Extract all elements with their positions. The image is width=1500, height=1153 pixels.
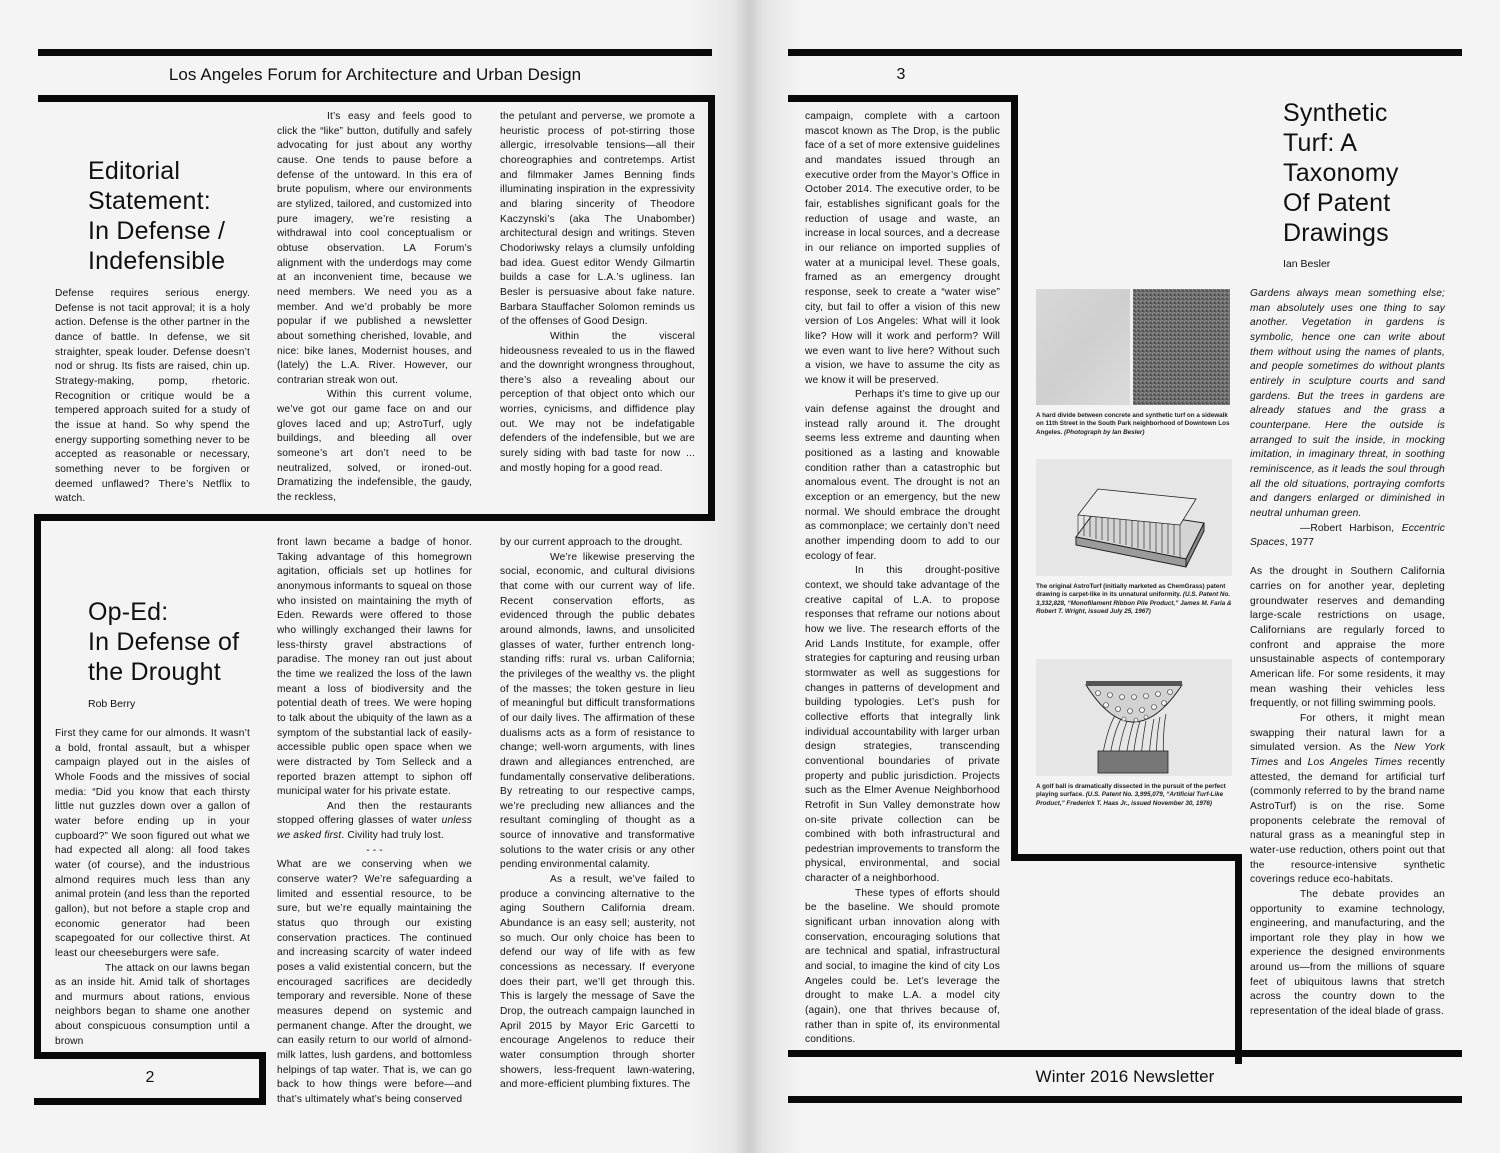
top-rule-right <box>788 49 1462 56</box>
oped-continued-column: campaign, complete with a cartoon mascot known as The Drop, is the public face of a set of more extensive guidelines and mandates issued through an executive order from the Mayor’s Office in October 2014. The executive order, to be fair, establishes significant goals for the reduction of usage and waste, an increase in local sources, and a decrease in our reliance on imported supplies of water at a municipal level. These goals, framed as an emergency drought response, seek to create a “water wise” city, but fail to offer a vision of this new version of Los Angeles: What will it look like? How will it work and perform? Will we even want to live here? Without such a vision, we have to assume the city as we know it will be preserved. Perhaps it’s time to give up our vain defense against the drought and instead rally around it. The drought seems less extreme and daunting when positioned as a lasting and knowable condition rather than a catastrophic but anomalous event. The drought is not an exception or an emergency, but the new normal. We should embrace the drought as commonplace; we certainly don’t need another impending doom to add to our ecology of fear. In this drought-positive context, we should take advantage of the creative capital of L.A. to propose responses that reframe our notions about how we live. The research efforts of the Arid Lands Institute, for example, offer strategies for capturing and reusing urban stormwater as well as suggestions for changes in patterns of development and building typologies. Let’s push for collective efforts that integrally link individual accountability with larger urban design strategies, transcending conventional boundaries of private property and public jurisdiction. Projects such as the Elmer Avenue Neighborhood Retrofit in Sun Valley demonstrate how on-site private collection can be combined with both infrastructural and pedestrian improvements to transform the physical, environmental, and social character of a neighborhood. These types of efforts should be the baseline. We should promote significant urban innovation along with conservation, encouraging solutions that are technical and spatial, infrastructural and social, to imagine the kind of city Los Angeles could be. Let’s leverage the drought to make L.A. a model city (again), one that thrives because of, rather than in spite of, its environmental conditions. <box>805 111 1000 1046</box>
epigraph-attribution: —Robert Harbison, Eccentric Spaces, 1977 <box>1250 522 1445 549</box>
editorial-box-right <box>708 95 715 521</box>
astroturf-patent-icon <box>1036 459 1232 576</box>
oped-column-3: by our current approach to the drought. We’re likewise preserving the social, economic, and cultural divisions that come with our current way of life. Recent conservation efforts, as evidenced through the public debates around almonds, lawns, and unsolicited glasses of water, further entrench long-standing riffs: rural vs. urban California; the privileges of the wealthy vs. the plight of the masses; the token gesture in lieu of meaningful but difficult transformations of our daily lives. The affirmation of these dualisms acts as a form of resistance to change; well-worn arguments, with lines drawn and allegiances entrenched, are fundamentally conservative deliberations. By retreating to our respective camps, we’re precluding new alliances and the resultant comingling of thought as a source of innovative and transformative solutions to the water crisis or any other pending environmental calamity. As a result, we’ve failed to produce a convincing alternative to the aging Southern California dream. Abundance is an easy sell; austerity, not so much. Our only choice has been to defend our way of life with as few concessions as necessary. If everyone does their part, we’ll get through this. This is largely the message of Save the Drop, the outreach campaign launched in April 2015 by Mayor Eric Garcetti to encourage Angelenos to reduce their water consumption through shorter showers, less-frequent lawn-watering, and more-efficient plumbing fixtures. The <box>500 537 695 1091</box>
top-rule <box>38 49 712 56</box>
page-number-right: 3 <box>896 66 906 83</box>
left-page <box>0 0 748 1153</box>
astroturf-patent-drawing <box>1036 459 1232 576</box>
oped-box-left <box>34 514 41 1059</box>
figure-3-caption: A golf ball is dramatically dissected in the pursuit of the perfect playing surface. (U.S. Patent No. 3,995,079, “Artificial Turf-Like Product,” Frederick T. Haas Jr., issued November 30, 1976) <box>1036 783 1226 807</box>
oped-title: Op-Ed: In Defense of the Drought <box>88 598 240 686</box>
section-separator: - - - <box>366 844 383 856</box>
running-head: Los Angeles Forum for Architecture and Urban Design <box>168 65 582 84</box>
concrete-turf-photo <box>1036 289 1230 405</box>
turf-article-author: Ian Besler <box>1283 258 1331 270</box>
right-page <box>748 0 1500 1153</box>
editorial-column-2: It’s easy and feels good to click the “like” button, dutifully and safely advocating for just about any worthy cause. One tends to pause before a defense of the untoward. In this era of brute populism, where our environments are stylized, tailored, and customized into pure imagery, we’re resisting a withdrawal into cool conceptualism or obtuse observation. LA Forum’s alignment with the underdogs may come at an inconvenient time, because we need members. We need you as a member. And we’d probably be more popular if we published a newsletter about something cherished, lovable, and nice: bike lanes, Modernist houses, and (lately) the L.A. River. However, our contrarian streak won out. Within this current volume, we’ve got our game face on and our gloves laced and up; AstroTurf, ugly buildings, and bleeding all over someone’s art don’t need to be neutralized, solved, or ironed-out. Dramatizing the indefensible, the gaudy, the reckless, <box>277 111 472 504</box>
editorial-column-3: the petulant and perverse, we promote a heuristic process of pot-stirring those allergic, irresolvable tensions—all their choreographies and contretemps. Artist and filmmaker James Benning finds illuminating inspiration in the expressivity and blaring sincerity of Theodore Kaczynski’s (aka The Unabomber) architectural design and writings. Steven Chodoriwsky relays a clumsily unfolding bad idea. Guest editor Wendy Gilmartin builds a case for L.A.’s ugliness. Ian Besler is persuasive about fake nature. Barbara Stauffacher Solomon reminds us of the offenses of Good Design. Within the visceral hideousness revealed to us in the flawed and the downright wrongness throughout, there’s also a revealing about our perception of that object onto which our worries, cynicisms, and diffidence play out. We may not be indefatigable defenders of the indefensible, but we are surely siding with bad taste for now ... and mostly hoping for a good read. <box>500 111 695 474</box>
oped-box-bottom <box>34 1052 266 1059</box>
golf-ball-patent-drawing <box>1036 659 1232 776</box>
footer-rule-top <box>788 1050 1462 1057</box>
oped-author: Rob Berry <box>88 698 136 710</box>
continuation-box-top <box>788 95 1018 102</box>
oped-column-2: front lawn became a badge of honor. Taking advantage of this homegrown agitation, officials set up hotlines for anonymous informants to squeal on those who insisted on maintaining the myth of Eden. Rewards were offered to those who willingly exchanged their lawns for less-thirsty gravel abstractions of paradise. The money ran out just about the time we realized the loss of the lawn meant a loss of biodiversity and the potential death of trees. We were hoping to talk about the ubiquity of the lawn as a symptom of the substantial lack of easily-accessible public open space when we were distracted by Tom Selleck and a reported brazen attempt to siphon off municipal water for his private estate. And then the restaurants stopped offering glasses of water unless we asked first. Civility had truly lost. - - - What are we conserving when we conserve water? We’re safeguarding a limited and essential resource, to be sure, but we’re equally maintaining the status quo through our existing conservation practices. The continued and increasing scarcity of water indeed poses a valid existential concern, but the encouraged sacrifices are decidedly temporary and reversible. None of these measures depend on systemic and permanent change. After the drought, we can easily return to our world of almond-milk lattes, lush gardens, and bottomless helpings of tap water. That is, we can go back to how things were before—and that’s ultimately what’s being conserved <box>277 537 472 1105</box>
continuation-box-right <box>1011 95 1018 861</box>
page-number-left: 2 <box>145 1069 155 1086</box>
oped-column-1: First they came for our almonds. It wasn’t a bold, frontal assault, but a whisper campaign played out in the aisles of Whole Foods and the missives of social media: “Did you know that each thirsty little nut guzzles down over a gallon of water before ending up in your cupboard?” We soon figured out what we had expected all along: all food takes water (of course), and the industrious almond requires much less than any animal protein (and less than the reported gallon), but not before a staple crop and economic generator had been scapegoated for our collective thirst. At least our cheeseburgers were safe. The attack on our lawns began as an inside hit. Amid talk of shortages and murmurs about rations, envious neighbors began to shame one another about conspicuous consumption until a brown <box>55 728 250 1047</box>
pagenum-box-bottom <box>34 1098 266 1105</box>
concrete-turf-photo-icon <box>1036 289 1230 405</box>
turf-article-title: Synthetic Turf: A Taxonomy Of Patent Drawings <box>1283 99 1399 247</box>
golf-ball-patent-icon <box>1036 659 1232 776</box>
editorial-title: Editorial Statement: In Defense / Indefensible <box>88 157 226 275</box>
editorial-lead: Defense requires serious energy. Defense is not tacit approval; it is a holy action. Defense is the other partner in the dance of battle. In defense, we sit straighter, speak louder. Defense doesn’t nod or shrug. Its fists are raised, chin up. Strategy-making, pomp, rhetoric. Recognition or critique would be a tempered approach suited for a study of the issue at hand. So why spend the energy supporting something never to be accepted as reasonable or necessary, something never to be forgiven or deemed unflawed? There’s Netflix to watch. <box>55 288 250 505</box>
turf-article-column: Gardens always mean something else; man absolutely uses one thing to say another. Vegetation in gardens is symbolic, hence one can write about them without using the names of plants, and people sometimes do without plants entirely in sculpture courts and sand gardens. But the trees in gardens are already statues and the grass a counterpane. Here the outside is arranged to suit the inside, in mocking imitation, in imaginary threat, in soothing reminiscence, as it leads the soul through all the old situations, portraying comforts and dangers enlarged or diminished in neutral unhuman green. —Robert Harbison, Eccentric Spaces, 1977 As the drought in Southern California carries on for another year, depleting groundwater reserves and demanding large-scale restrictions on usage, Californians are regularly forced to confront and appraise the more unsustainable aspects of contemporary American life. For some residents, it may mean washing their vehicles less frequently, or not filling swimming pools. For others, it might mean swapping their natural lawn for a simulated version. As the New York Times and Los Angeles Times recently attested, the demand for artificial turf (commonly referred to by the brand name AstroTurf) is on the rise. Some proponents celebrate the removal of natural grass as a meaningful step in water-use reduction, others point out that the resource-intensive synthetic coverings reduce eco-habitats. The debate provides an opportunity to examine technology, engineering, and manufacturing, and the important role they play in how we experience the designed environments around us—from the millions of square feet of ubiquitous lawns that stretch across the country down to the representation of the ideal blade of grass. <box>1250 288 1445 1018</box>
footer-rule-bottom <box>788 1096 1462 1103</box>
figure-2-caption: The original AstroTurf (initially marketed as ChemGrass) patent drawing is carpet-like in its unnatural uniformity. (U.S. Patent No. 3,332,828, “Monofilament Ribbon Pile Product,” James M. Faria & Robert T. Wright, issued July 25, 1967) <box>1036 583 1232 616</box>
epigraph: Gardens always mean something else; man absolutely uses one thing to say another. Vegetation in gardens is symbolic, hence one can write about them without using the names of plants, and people sometimes do without plants entirely in sculpture courts and sand gardens. But the trees in gardens are already statues and the grass a counterpane. Here the outside is arranged to suit the inside, in mocking imitation, in imaginary threat, in soothing reminiscence, as it leads the soul through all the old situations, portraying comforts and dangers enlarged or diminished in neutral unhuman green. <box>1250 288 1445 519</box>
step-horizontal <box>1011 854 1242 861</box>
figure-1-caption: A hard divide between concrete and synthetic turf on a sidewalk on 11th Street in the South Park neighborhood of Downtown Los Angeles. (Photograph by Ian Besler) <box>1036 412 1230 436</box>
footer-title: Winter 2016 Newsletter <box>1035 1067 1215 1086</box>
editorial-box-top <box>38 95 715 102</box>
step-vertical <box>1235 854 1242 1064</box>
oped-box-top <box>34 514 715 521</box>
